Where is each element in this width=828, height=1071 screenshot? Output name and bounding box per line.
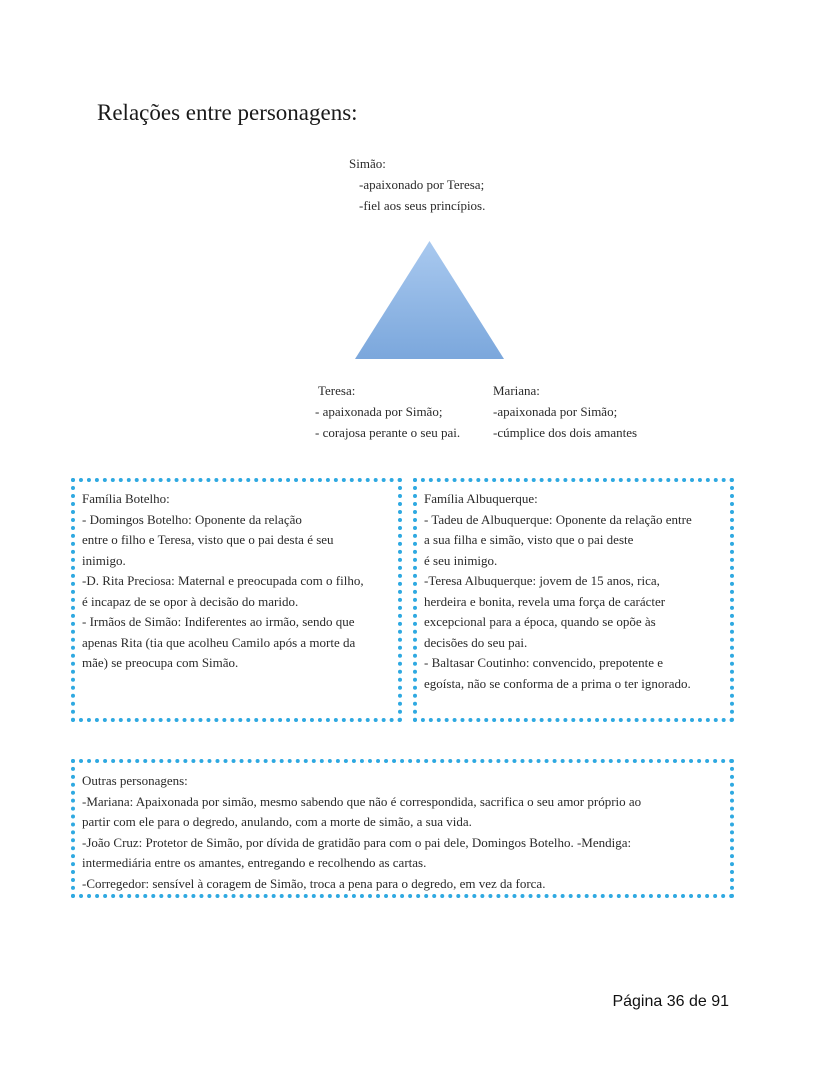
box-line: - Baltasar Coutinho: convencido, prepotente e xyxy=(424,655,663,670)
box-line: -D. Rita Preciosa: Maternal e preocupada com o filho, xyxy=(82,573,364,588)
box-line: é incapaz de se opor à decisão do marido. xyxy=(82,593,299,609)
node-teresa xyxy=(315,380,460,443)
box-line: excepcional para a época, quando se opõe às xyxy=(424,614,656,629)
box-line: partir com ele para o degredo, anulando, com a morte de simão, a sua vida. xyxy=(82,814,472,829)
box-line: mãe) se preocupa com Simão. xyxy=(82,655,239,670)
box-line: entre o filho e Teresa, visto que o pai desta é seu xyxy=(82,532,334,547)
page-heading: Relações entre personagens: xyxy=(97,100,358,125)
node-simao-trait: -apaixonado por Teresa; xyxy=(359,177,485,192)
box-line: -Mariana: Apaixonada por simão, mesmo sabendo que não é correspondida, sacrifica o seu amor próprio ao xyxy=(82,793,642,809)
box-line: herdeira e bonita, revela uma força de carácter xyxy=(424,593,666,609)
node-simao-trait: -fiel aos seus princípios. xyxy=(359,198,486,213)
node-simao-name: Simão: xyxy=(349,156,386,171)
relationship-triangle xyxy=(355,241,504,359)
node-teresa-trait: - apaixonada por Simão; xyxy=(315,404,443,419)
box-line: inimigo. xyxy=(82,552,126,568)
box-line: Família Albuquerque: xyxy=(424,491,538,506)
node-mariana-trait: -cúmplice dos dois amantes xyxy=(493,425,638,440)
box-line: a sua filha e simão, visto que o pai deste xyxy=(424,532,634,547)
box-line: - Tadeu de Albuquerque: Oponente da relação entre xyxy=(424,511,692,527)
box-line: -Teresa Albuquerque: jovem de 15 anos, rica, xyxy=(424,573,660,588)
page-number: Página 36 de 91 xyxy=(612,993,729,1010)
triangle-shape xyxy=(355,241,504,359)
box-line: Família Botelho: xyxy=(82,491,170,506)
node-teresa-trait: - corajosa perante o seu pai. xyxy=(315,425,461,440)
box-line: -João Cruz: Protetor de Simão, por dívida de gratidão para com o pai dele, Domingos Botelho. -Mendiga: xyxy=(82,834,632,850)
node-mariana-trait: -apaixonada por Simão; xyxy=(493,404,618,419)
box-line: egoísta, não se conforma de a prima o ter ignorado. xyxy=(424,675,691,691)
box-line: apenas Rita (tia que acolheu Camilo após a morte da xyxy=(82,634,356,650)
familia-albuquerque-box xyxy=(413,478,734,722)
box-line: é seu inimigo. xyxy=(424,552,498,568)
node-teresa-name: Teresa: xyxy=(318,383,356,398)
node-mariana xyxy=(493,380,637,443)
outras-personagens-box xyxy=(71,759,734,898)
familia-botelho-box xyxy=(71,478,402,722)
box-line: Outras personagens: xyxy=(82,773,188,788)
box-line: - Irmãos de Simão: Indiferentes ao irmão, sendo que xyxy=(82,614,355,629)
node-simao xyxy=(349,153,485,216)
node-mariana-name: Mariana: xyxy=(493,383,540,398)
box-line: -Corregedor: sensível à coragem de Simão, troca a pena para o degredo, em vez da forca. xyxy=(82,875,546,891)
box-line: decisões do seu pai. xyxy=(424,634,528,650)
box-line: - Domingos Botelho: Oponente da relação xyxy=(82,511,302,527)
box-line: intermediária entre os amantes, entregando e recolhendo as cartas. xyxy=(82,855,427,870)
